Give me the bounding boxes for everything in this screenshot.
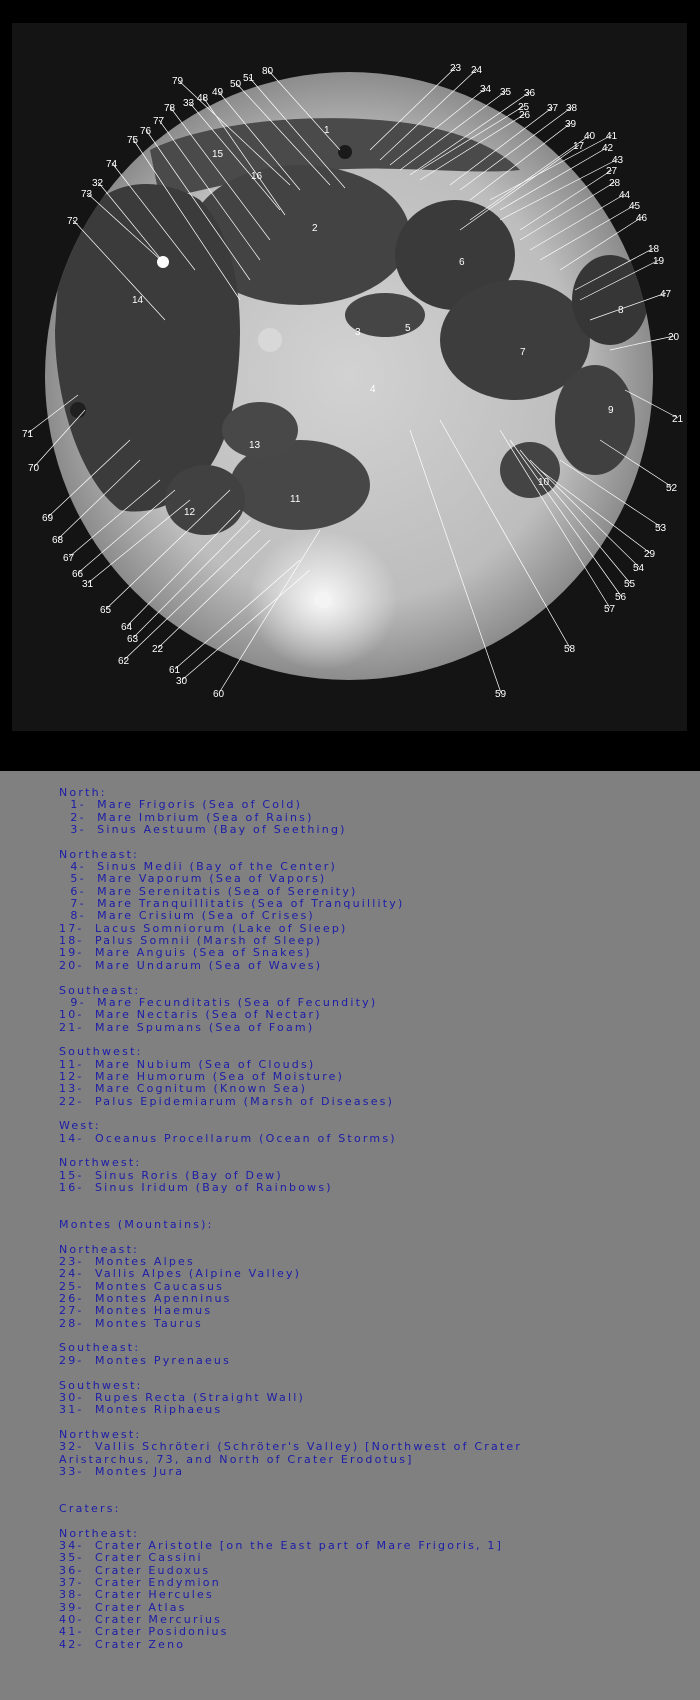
legend-line: Northeast: [59, 1242, 140, 1256]
moon-label-60: 60 [213, 689, 225, 700]
legend-line: 1- Mare Frigoris (Sea of Cold) [59, 798, 303, 812]
legend-line: 25- Montes Caucasus [59, 1279, 225, 1293]
moon-label-76: 76 [140, 126, 152, 137]
legend-line [59, 1367, 522, 1379]
moon-label-46: 46 [636, 213, 648, 224]
moon-label-31: 31 [82, 579, 94, 590]
mare-nectaris [500, 442, 560, 498]
moon-label-38: 38 [566, 103, 578, 114]
legend-line: 15- Sinus Roris (Bay of Dew) [59, 1168, 283, 1182]
legend-line: Montes (Mountains): [59, 1218, 214, 1232]
moon-label-32: 32 [92, 178, 104, 189]
legend-line [59, 1231, 522, 1243]
moon-label-57: 57 [604, 604, 616, 615]
moon-label-71: 71 [22, 429, 34, 440]
moon-label-42: 42 [602, 143, 614, 154]
moon-label-54: 54 [633, 563, 645, 574]
moon-label-80: 80 [262, 66, 274, 77]
moon-label-78: 78 [164, 103, 176, 114]
moon-label-1: 1 [324, 125, 330, 136]
moon-label-40: 40 [584, 131, 596, 142]
moon-label-51: 51 [243, 73, 255, 84]
legend-line [59, 1478, 522, 1490]
moon-map [0, 0, 700, 771]
moon-label-10: 10 [538, 477, 550, 488]
legend-line: 11- Mare Nubium (Sea of Clouds) [59, 1057, 316, 1071]
legend-line: 17- Lacus Somniorum (Lake of Sleep) [59, 921, 348, 935]
legend-line [59, 1108, 522, 1120]
legend-line: 14- Oceanus Procellarum (Ocean of Storms) [59, 1131, 397, 1145]
moon-label-73: 73 [81, 189, 93, 200]
legend-line: 7- Mare Tranquillitatis (Sea of Tranquillity) [59, 897, 405, 911]
moon-label-25: 25 [518, 102, 530, 113]
legend-line [59, 1194, 522, 1206]
moon-label-53: 53 [655, 523, 667, 534]
legend-line: 42- Crater Zeno [59, 1637, 186, 1651]
mare-humorum [165, 465, 245, 535]
legend-line: 19- Mare Anguis (Sea of Snakes) [59, 946, 312, 960]
moon-label-12: 12 [184, 507, 196, 518]
legend-line: Northwest: [59, 1427, 142, 1441]
legend-line: 34- Crater Aristotle [on the East part of Mare Frigoris, 1] [59, 1538, 504, 1552]
moon-label-26: 26 [519, 110, 531, 121]
legend-line: 20- Mare Undarum (Sea of Waves) [59, 958, 323, 972]
legend-line [59, 1515, 522, 1527]
legend-line: 40- Crater Mercurius [59, 1613, 223, 1627]
legend-line: 27- Montes Haemus [59, 1304, 213, 1318]
legend-line: Craters: [59, 1501, 121, 1515]
legend-line: 6- Mare Serenitatis (Sea of Serenity) [59, 884, 358, 898]
moon-label-50: 50 [230, 79, 242, 90]
legend-panel [0, 771, 700, 1700]
moon-label-4: 4 [370, 384, 376, 395]
legend-line: 29- Montes Pyrenaeus [59, 1353, 232, 1367]
moon-label-24: 24 [471, 65, 483, 76]
legend-line: Southeast: [59, 983, 141, 997]
moon-label-68: 68 [52, 535, 64, 546]
crater-grimaldi [70, 402, 86, 418]
moon-label-20: 20 [668, 332, 680, 343]
moon-label-5: 5 [405, 323, 411, 334]
legend-line: 21- Mare Spumans (Sea of Foam) [59, 1020, 315, 1034]
legend-line: Aristarchus, 73, and North of Crater Erodotus] [59, 1452, 414, 1466]
legend-line: 23- Montes Alpes [59, 1255, 195, 1269]
legend-line: 26- Montes Apenninus [59, 1292, 232, 1306]
moon-label-22: 22 [152, 644, 164, 655]
moon-label-23: 23 [450, 63, 462, 74]
legend-line: 31- Montes Riphaeus [59, 1403, 223, 1417]
moon-label-16: 16 [251, 171, 263, 182]
legend-line: 28- Montes Taurus [59, 1316, 203, 1330]
moon-label-28: 28 [609, 178, 621, 189]
moon-label-35: 35 [500, 87, 512, 98]
moon-label-44: 44 [619, 190, 631, 201]
moon-label-74: 74 [106, 159, 118, 170]
moon-label-48: 48 [197, 93, 209, 104]
moon-label-39: 39 [565, 119, 577, 130]
legend-line: 2- Mare Imbrium (Sea of Rains) [59, 810, 314, 824]
crater-copernicus [258, 328, 282, 352]
legend-line: 10- Mare Nectaris (Sea of Nectar) [59, 1008, 322, 1022]
moon-label-37: 37 [547, 103, 559, 114]
moon-label-49: 49 [212, 87, 224, 98]
panel-bottom-bar [0, 731, 700, 771]
legend-line: 3- Sinus Aestuum (Bay of Seething) [59, 823, 347, 837]
moon-label-7: 7 [520, 347, 526, 358]
moon-label-43: 43 [612, 155, 624, 166]
legend-line: North: [59, 786, 107, 799]
moon-label-17: 17 [573, 141, 585, 152]
moon-label-63: 63 [127, 634, 139, 645]
legend-line: 8- Mare Crisium (Sea of Crises) [59, 909, 315, 923]
moon-label-79: 79 [172, 76, 184, 87]
legend-line: 5- Mare Vaporum (Sea of Vapors) [59, 872, 327, 886]
moon-label-29: 29 [644, 549, 656, 560]
crater-plato [338, 145, 352, 159]
legend-list [59, 787, 522, 1651]
legend-line: 41- Crater Posidonius [59, 1625, 229, 1639]
crater-tycho [315, 592, 331, 608]
moon-label-36: 36 [524, 88, 536, 99]
moon-label-52: 52 [666, 483, 678, 494]
legend-line: Northeast: [59, 1526, 140, 1540]
legend-line: 18- Palus Somnii (Marsh of Sleep) [59, 934, 323, 948]
moon-label-61: 61 [169, 665, 181, 676]
moon-label-6: 6 [459, 257, 465, 268]
moon-label-72: 72 [67, 216, 79, 227]
moon-label-34: 34 [480, 84, 492, 95]
moon-label-58: 58 [564, 644, 576, 655]
legend-line: 37- Crater Endymion [59, 1576, 221, 1589]
legend-line: 38- Crater Hercules [59, 1588, 214, 1602]
legend-line: 32- Vallis Schröteri (Schröter's Valley) [Northwest of Crater [59, 1440, 523, 1454]
legend-line [59, 1491, 522, 1503]
legend-line: Northeast: [59, 847, 140, 861]
moon-label-70: 70 [28, 463, 40, 474]
moon-label-18: 18 [648, 244, 660, 255]
moon-label-56: 56 [615, 592, 627, 603]
moon-label-59: 59 [495, 689, 507, 700]
legend-line: Northwest: [59, 1156, 142, 1170]
moon-label-14: 14 [132, 295, 144, 306]
moon-label-2: 2 [312, 223, 318, 234]
moon-label-30: 30 [176, 676, 188, 687]
legend-line: 12- Mare Humorum (Sea of Moisture) [59, 1069, 345, 1083]
legend-line: 4- Sinus Medii (Bay of the Center) [59, 860, 337, 874]
moon-label-77: 77 [153, 116, 165, 127]
moon-label-33: 33 [183, 98, 195, 109]
legend-line: West: [59, 1119, 101, 1133]
legend-line: 16- Sinus Iridum (Bay of Rainbows) [59, 1181, 333, 1194]
moon-label-64: 64 [121, 622, 133, 633]
legend-line: 33- Montes Jura [59, 1464, 185, 1478]
legend-line: 13- Mare Cognitum (Known Sea) [59, 1082, 308, 1096]
legend-line: 30- Rupes Recta (Straight Wall) [59, 1390, 305, 1404]
moon-label-45: 45 [629, 201, 641, 212]
legend-line: 39- Crater Atlas [59, 1600, 187, 1614]
legend-line: Southwest: [59, 1045, 143, 1059]
moon-label-75: 75 [127, 135, 139, 146]
moon-label-8: 8 [618, 305, 624, 316]
legend-line: 35- Crater Cassini [59, 1551, 203, 1565]
moon-label-47: 47 [660, 289, 672, 300]
moon-label-3: 3 [355, 327, 361, 338]
legend-line: Southwest: [59, 1378, 143, 1392]
moon-photo-panel [0, 0, 700, 771]
moon-label-67: 67 [63, 553, 75, 564]
moon-label-21: 21 [672, 414, 684, 425]
legend-line: 24- Vallis Alpes (Alpine Valley) [59, 1267, 302, 1281]
moon-label-41: 41 [606, 131, 618, 142]
legend-line: Southeast: [59, 1341, 141, 1355]
moon-label-65: 65 [100, 605, 112, 616]
legend-line: 22- Palus Epidemiarum (Marsh of Diseases) [59, 1094, 395, 1108]
legend-line [59, 836, 522, 848]
moon-label-55: 55 [624, 579, 636, 590]
moon-label-19: 19 [653, 256, 665, 267]
moon-label-27: 27 [606, 166, 618, 177]
moon-label-13: 13 [249, 440, 261, 451]
moon-label-11: 11 [290, 494, 301, 505]
moon-label-15: 15 [212, 149, 224, 160]
moon-label-62: 62 [118, 656, 130, 667]
moon-label-66: 66 [72, 569, 84, 580]
moon-label-69: 69 [42, 513, 54, 524]
mare-fecunditatis [555, 365, 635, 475]
moon-label-9: 9 [608, 405, 614, 416]
legend-line [59, 972, 522, 984]
legend-line: 36- Crater Eudoxus [59, 1563, 211, 1577]
legend-line: 9- Mare Fecunditatis (Sea of Fecundity) [59, 995, 378, 1009]
